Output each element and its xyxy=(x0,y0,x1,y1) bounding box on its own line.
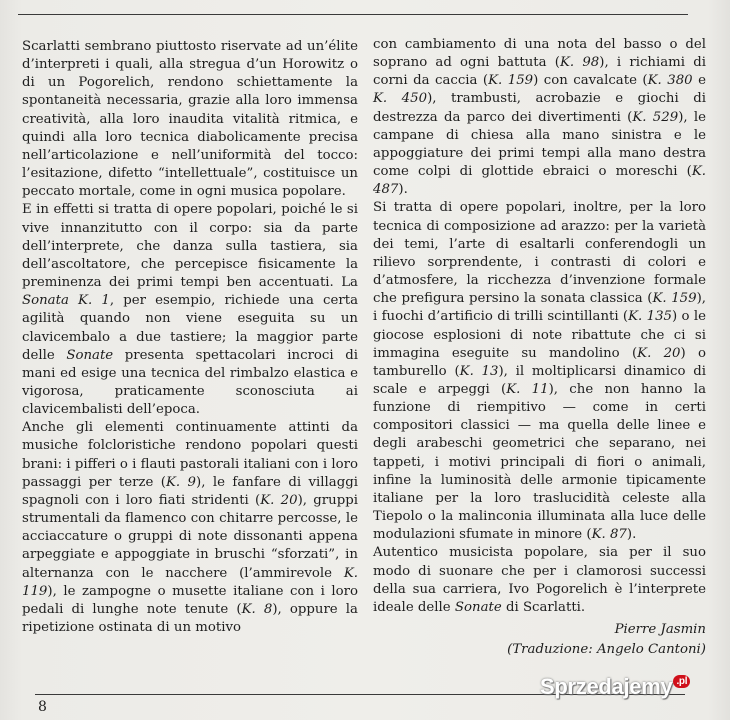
watermark-text: Sprzedajemy xyxy=(540,674,673,699)
watermark-badge: .pl xyxy=(673,675,690,688)
paragraph-2: E in effetti si tratta di opere popolari, poiché le si vive innanzitutto con il corpo: sia da parte dell’interprete, che danza sulla tastiera, sia dell’ascoltatore, che percepisce fisicamente la preminenza dei primi tempi ben accentuati. La Sonata K. 1, per esempio, richiede una certa agilità quando non viene eseguita su un clavicembalo a due tastiere; la maggior parte delle Sonate presenta spettacolari incroci di mani ed esige una tecnica del rimbalzo elastica e vigorosa, praticamente sconosciuta ai clavicembalisti dell’epoca. xyxy=(22,202,358,418)
paragraph-1: Scarlatti sembrano piuttosto riservate ad un’élite d’interpreti i quali, alla stregua d’un Horowitz o di un Pogorelich, rendono schiettamente la spontaneità necessaria, grazie alla loro immensa creatività, alla loro inaudita vitalità ritmica, e quindi alla loro tecnica diabolicamente precisa nell’articolazione e nell’uniformità del tocco: l’esitazione, difetto “intellettuale”, costituisce un peccato mortale, come in ogni musica popolare. xyxy=(22,39,358,200)
paragraph-6: Autentico musicista popolare, sia per il suo modo di suonare che per i clamorosi successi della sua carriera, Ivo Pogorelich è l’interprete ideale delle Sonate di Scarlatti. xyxy=(373,545,706,615)
paragraph-5: Si tratta di opere popolari, inoltre, per la loro tecnica di composizione ad arazzo: per la varietà dei temi, l’arte di esaltarli conferendogli un rilievo sorprendente, i contrasti di colori e d’atmosfere, la ricchezza d’invenzione formale che prefigura persino la sonata classica (K. 159), i fuochi d’artificio di trilli scintillanti (K. 135) o le giocose esplosioni di note ribattute che ci si immagina eseguite su mandolino (K. 20) o tamburello (K. 13), il moltiplicarsi dinamico di scale e arpeggi (K. 11), che non hanno la funzione di riempitivo — come in certi compositori classici — ma quella delle linee e degli arabeschi geometrici che separano, nei tappeti, i motivi principali di fiori o animali, infine la luminosità delle armonie tipicamente italiane per la loro traslucidità celeste alla Tiepolo o la malinconia illuminata alla luce delle modulazioni sfumate in minore (K. 87). xyxy=(373,200,707,543)
paragraph-3: Anche gli elementi continuamente attinti da musiche folcloristiche rendono popolari questi brani: i pifferi o i flauti pastorali italiani con i loro passaggi per terze (K. 9), le fanfare di villaggi spagnoli con i loro fiati stridenti (K. 20), gruppi strumentali da flamenco con chitarre percosse, le acciaccature o gruppi di note dissonanti appena arpeggiate e appoggiate in bruschi “sforzati”, in alternanza con le nacchere (l’ammirevole K. 119), le zampogne o musette italiane con i loro pedali di lunghe note tenute (K. 8), oppure la ripetizione ostinata di un motivo xyxy=(22,420,358,635)
page-number: 8 xyxy=(38,699,47,715)
author-signature: Pierre Jasmin xyxy=(614,622,706,637)
left-column xyxy=(22,38,358,637)
top-rule xyxy=(18,14,688,15)
right-column xyxy=(373,36,706,659)
translator-credit: (Traduzione: Angelo Cantoni) xyxy=(507,642,706,658)
watermark-logo xyxy=(540,674,690,700)
paragraph-4: con cambiamento di una nota del basso o del soprano ad ogni battuta (K. 98), i richiami di corni da caccia (K. 159) con cavalcate (K. 380 e K. 450), trambusti, acrobazie e giochi di destrezza da parco dei divertimenti (K. 529), le campane di chiesa alla mano sinistra e le appoggiature dei primi tempi alla mano destra come colpi di glottide ebraici o moreschi (K. 487). xyxy=(373,37,707,198)
